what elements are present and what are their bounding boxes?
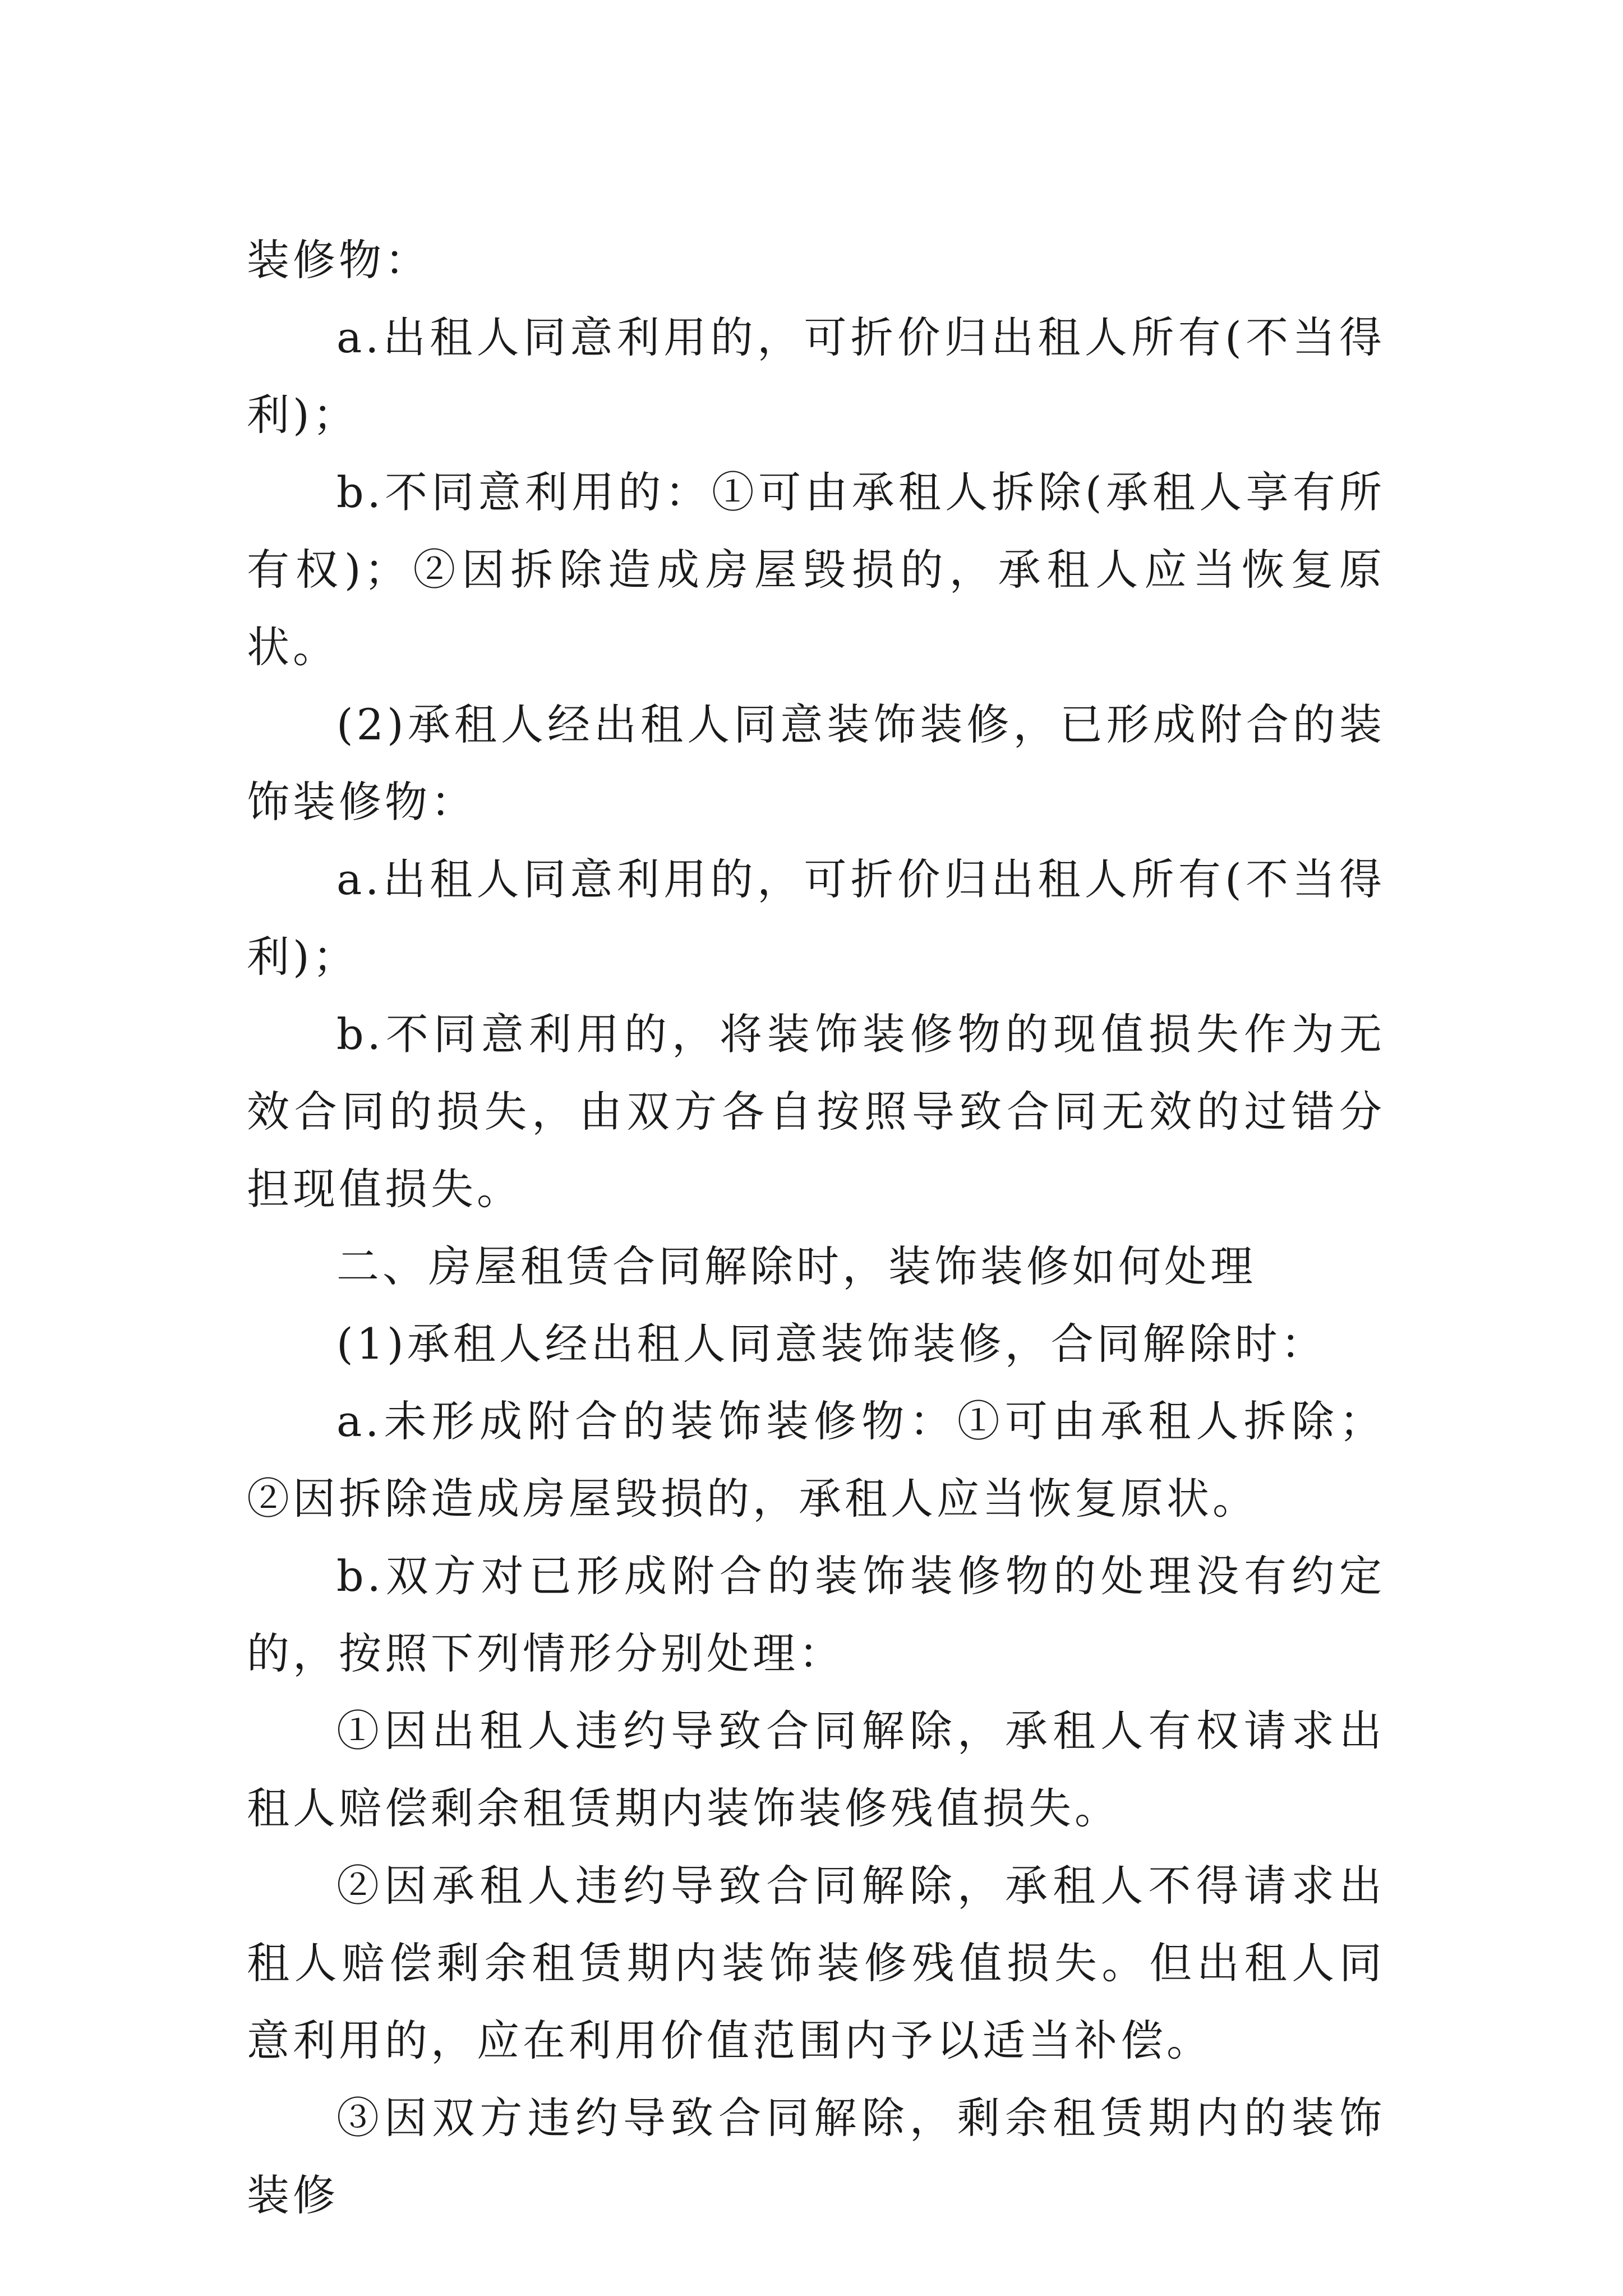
paragraph-5: a.出租人同意利用的，可折价归出租人所有(不当得利)； xyxy=(247,854,1385,982)
paragraph-11: ①因出租人违约导致合同解除，承租人有权请求出租人赔偿剩余租赁期内装饰装修残值损失。 xyxy=(247,1706,1385,1833)
paragraph-8: (1)承租人经出租人同意装饰装修，合同解除时： xyxy=(336,1319,1327,1369)
paragraph-4: (2)承租人经出租人同意装饰装修，已形成附合的装饰装修物： xyxy=(247,700,1385,827)
section-heading-2: 二、房屋租赁合同解除时，装饰装修如何处理 xyxy=(336,1241,1256,1291)
paragraph-6: b.不同意利用的，将装饰装修物的现值损失作为无效合同的损失，由双方各自按照导致合同无效的过错分担现值损失。 xyxy=(247,1009,1385,1214)
document-body xyxy=(247,222,1385,2234)
paragraph-1: 装修物： xyxy=(247,235,431,285)
paragraph-13: ③因双方违约导致合同解除，剩余租赁期内的装饰装修 xyxy=(247,2093,1385,2220)
paragraph-3: b.不同意利用的：①可由承租人拆除(承租人享有所有权)；②因拆除造成房屋毁损的，承租人应当恢复原状。 xyxy=(247,467,1385,672)
paragraph-10: b.双方对已形成附合的装饰装修物的处理没有约定的，按照下列情形分别处理： xyxy=(247,1551,1385,1678)
paragraph-12: ②因承租人违约导致合同解除，承租人不得请求出租人赔偿剩余租赁期内装饰装修残值损失。但出租人同意利用的，应在利用价值范围内予以适当补偿。 xyxy=(247,1861,1385,2065)
paragraph-9: a.未形成附合的装饰装修物：①可由承租人拆除；②因拆除造成房屋毁损的，承租人应当恢复原状。 xyxy=(247,1396,1385,1524)
paragraph-2: a.出租人同意利用的，可折价归出租人所有(不当得利)； xyxy=(247,312,1385,440)
